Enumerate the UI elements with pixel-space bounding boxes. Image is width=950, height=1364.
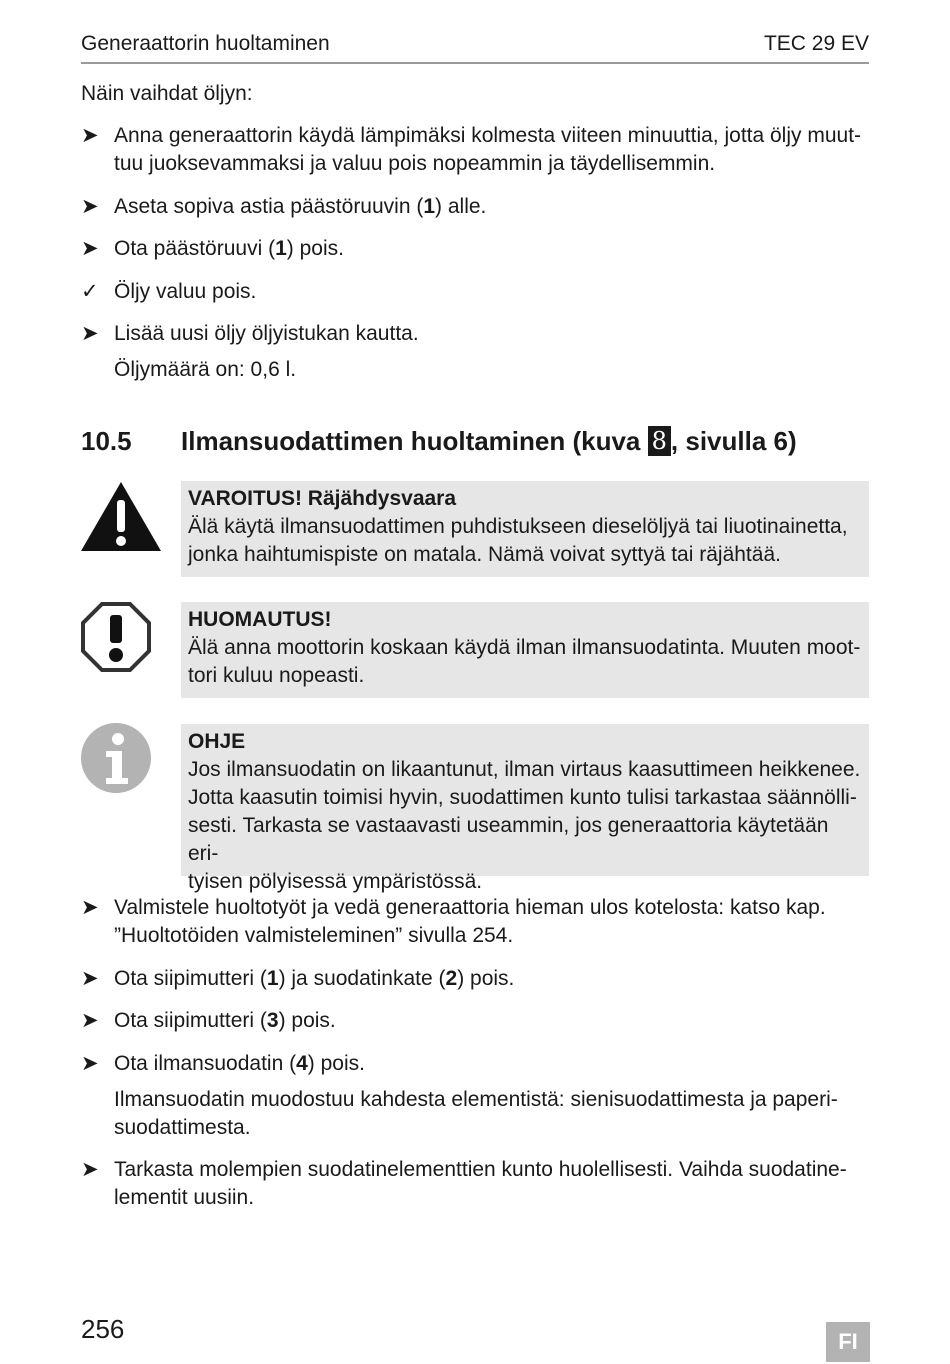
exclamation-octagon-icon [80, 601, 152, 673]
notice-text: tori kuluu nopeasti. [188, 664, 365, 687]
note-text: Jotta kaasutin toimisi hyvin, suodattimen kunto tulisi tarkastaa säännölli- [188, 786, 857, 809]
note-heading: OHJE [188, 730, 246, 753]
part-number: 1 [266, 967, 279, 990]
section-number: 10.5 [81, 426, 132, 456]
arrow-icon: ➤ [81, 1052, 99, 1075]
step-text: Lisää uusi öljy öljyistukan kautta. [114, 322, 419, 345]
note-text: Jos ilmansuodatin on likaantunut, ilman virtaus kaasuttimeen heikkenee. [188, 758, 861, 781]
list-item [81, 235, 871, 263]
notice-box [181, 602, 869, 698]
page-header [81, 30, 869, 64]
arrow-icon: ➤ [81, 1158, 99, 1181]
arrow-icon: ➤ [81, 237, 99, 260]
list-item [81, 1050, 871, 1142]
warning-text: Älä käytä ilmansuodattimen puhdistukseen dieselöljyä tai liuotinainetta, [188, 515, 848, 538]
part-number: 3 [266, 1009, 279, 1032]
arrow-icon: ➤ [81, 1009, 99, 1032]
language-tab: FI [826, 1322, 870, 1362]
list-item [81, 193, 871, 221]
notice-text: Älä anna moottorin koskaan käydä ilman ilmansuodatinta. Muuten moot- [188, 636, 861, 659]
step-text: Ota siipimutteri (3) pois. [114, 1009, 336, 1032]
header-chapter: Generaattorin huoltaminen [81, 32, 330, 55]
list-item [81, 320, 871, 384]
step-note: suodattimesta. [114, 1116, 251, 1139]
note-text: tyisen pölyisessä ympäristössä. [188, 870, 483, 893]
list-item [81, 1156, 871, 1212]
step-text: Ota päästöruuvi (1) pois. [114, 237, 344, 260]
page-number: 256 [81, 1314, 125, 1344]
part-number: 4 [296, 1052, 308, 1075]
step-text: tuu juoksevammaksi ja valuu pois nopeammin ja täydellisemmin. [114, 152, 716, 175]
list-item [81, 894, 871, 950]
intro-text: Näin vaihdat öljyn: [81, 82, 253, 105]
arrow-icon: ➤ [81, 195, 99, 218]
arrow-icon: ➤ [81, 896, 99, 919]
step-text: lementit uusiin. [114, 1186, 255, 1209]
step-text: Anna generaattorin käydä lämpimäksi kolmesta viiteen minuuttia, jotta öljy muut- [114, 124, 862, 147]
step-text: Ota ilmansuodatin (4) pois. [114, 1052, 365, 1075]
notice-heading: HUOMAUTUS! [188, 608, 332, 631]
warning-heading: VAROITUS! Räjähdysvaara [188, 487, 457, 510]
arrow-icon: ➤ [81, 967, 99, 990]
arrow-icon: ➤ [81, 322, 99, 345]
header-model: TEC 29 EV [763, 32, 869, 55]
checkmark-icon: ✓ [81, 280, 99, 303]
list-item [81, 122, 871, 178]
note-text: sesti. Tarkasta se vastaavasti useammin, jos generaattoria käytetään eri- [188, 814, 829, 865]
warning-triangle-icon [80, 480, 162, 552]
figure-reference: 8 [648, 426, 671, 456]
list-item [81, 965, 871, 993]
arrow-icon: ➤ [81, 124, 99, 147]
list-item [81, 1007, 871, 1035]
note-box [181, 724, 869, 893]
warning-box [181, 481, 869, 577]
part-number: 1 [423, 195, 436, 218]
section-title: Ilmansuodattimen huoltaminen (kuva 8 , sivulla 6) [181, 426, 797, 456]
info-icon [80, 722, 152, 794]
step-text: ”Huoltotöiden valmisteleminen” sivulla 254. [114, 924, 514, 947]
part-number: 2 [445, 967, 458, 990]
list-item [81, 278, 871, 306]
part-number: 1 [275, 237, 287, 260]
step-text: Aseta sopiva astia päästöruuvin (1) alle. [114, 195, 487, 218]
step-note: Ilmansuodatin muodostuu kahdesta elementistä: sienisuodattimesta ja paperi- [114, 1088, 838, 1111]
step-note: Öljymäärä on: 0,6 l. [114, 358, 297, 381]
step-text: Tarkasta molempien suodatinelementtien kunto huolellisesti. Vaihda suodatine- [114, 1158, 847, 1181]
warning-text: jonka haihtumispiste on matala. Nämä voivat syttyä tai räjähtää. [188, 543, 781, 566]
step-text: Ota siipimutteri (1) ja suodatinkate (2) pois. [114, 967, 515, 990]
result-text: Öljy valuu pois. [114, 280, 257, 303]
step-text: Valmistele huoltotyöt ja vedä generaattoria hieman ulos kotelosta: katso kap. [114, 896, 826, 919]
